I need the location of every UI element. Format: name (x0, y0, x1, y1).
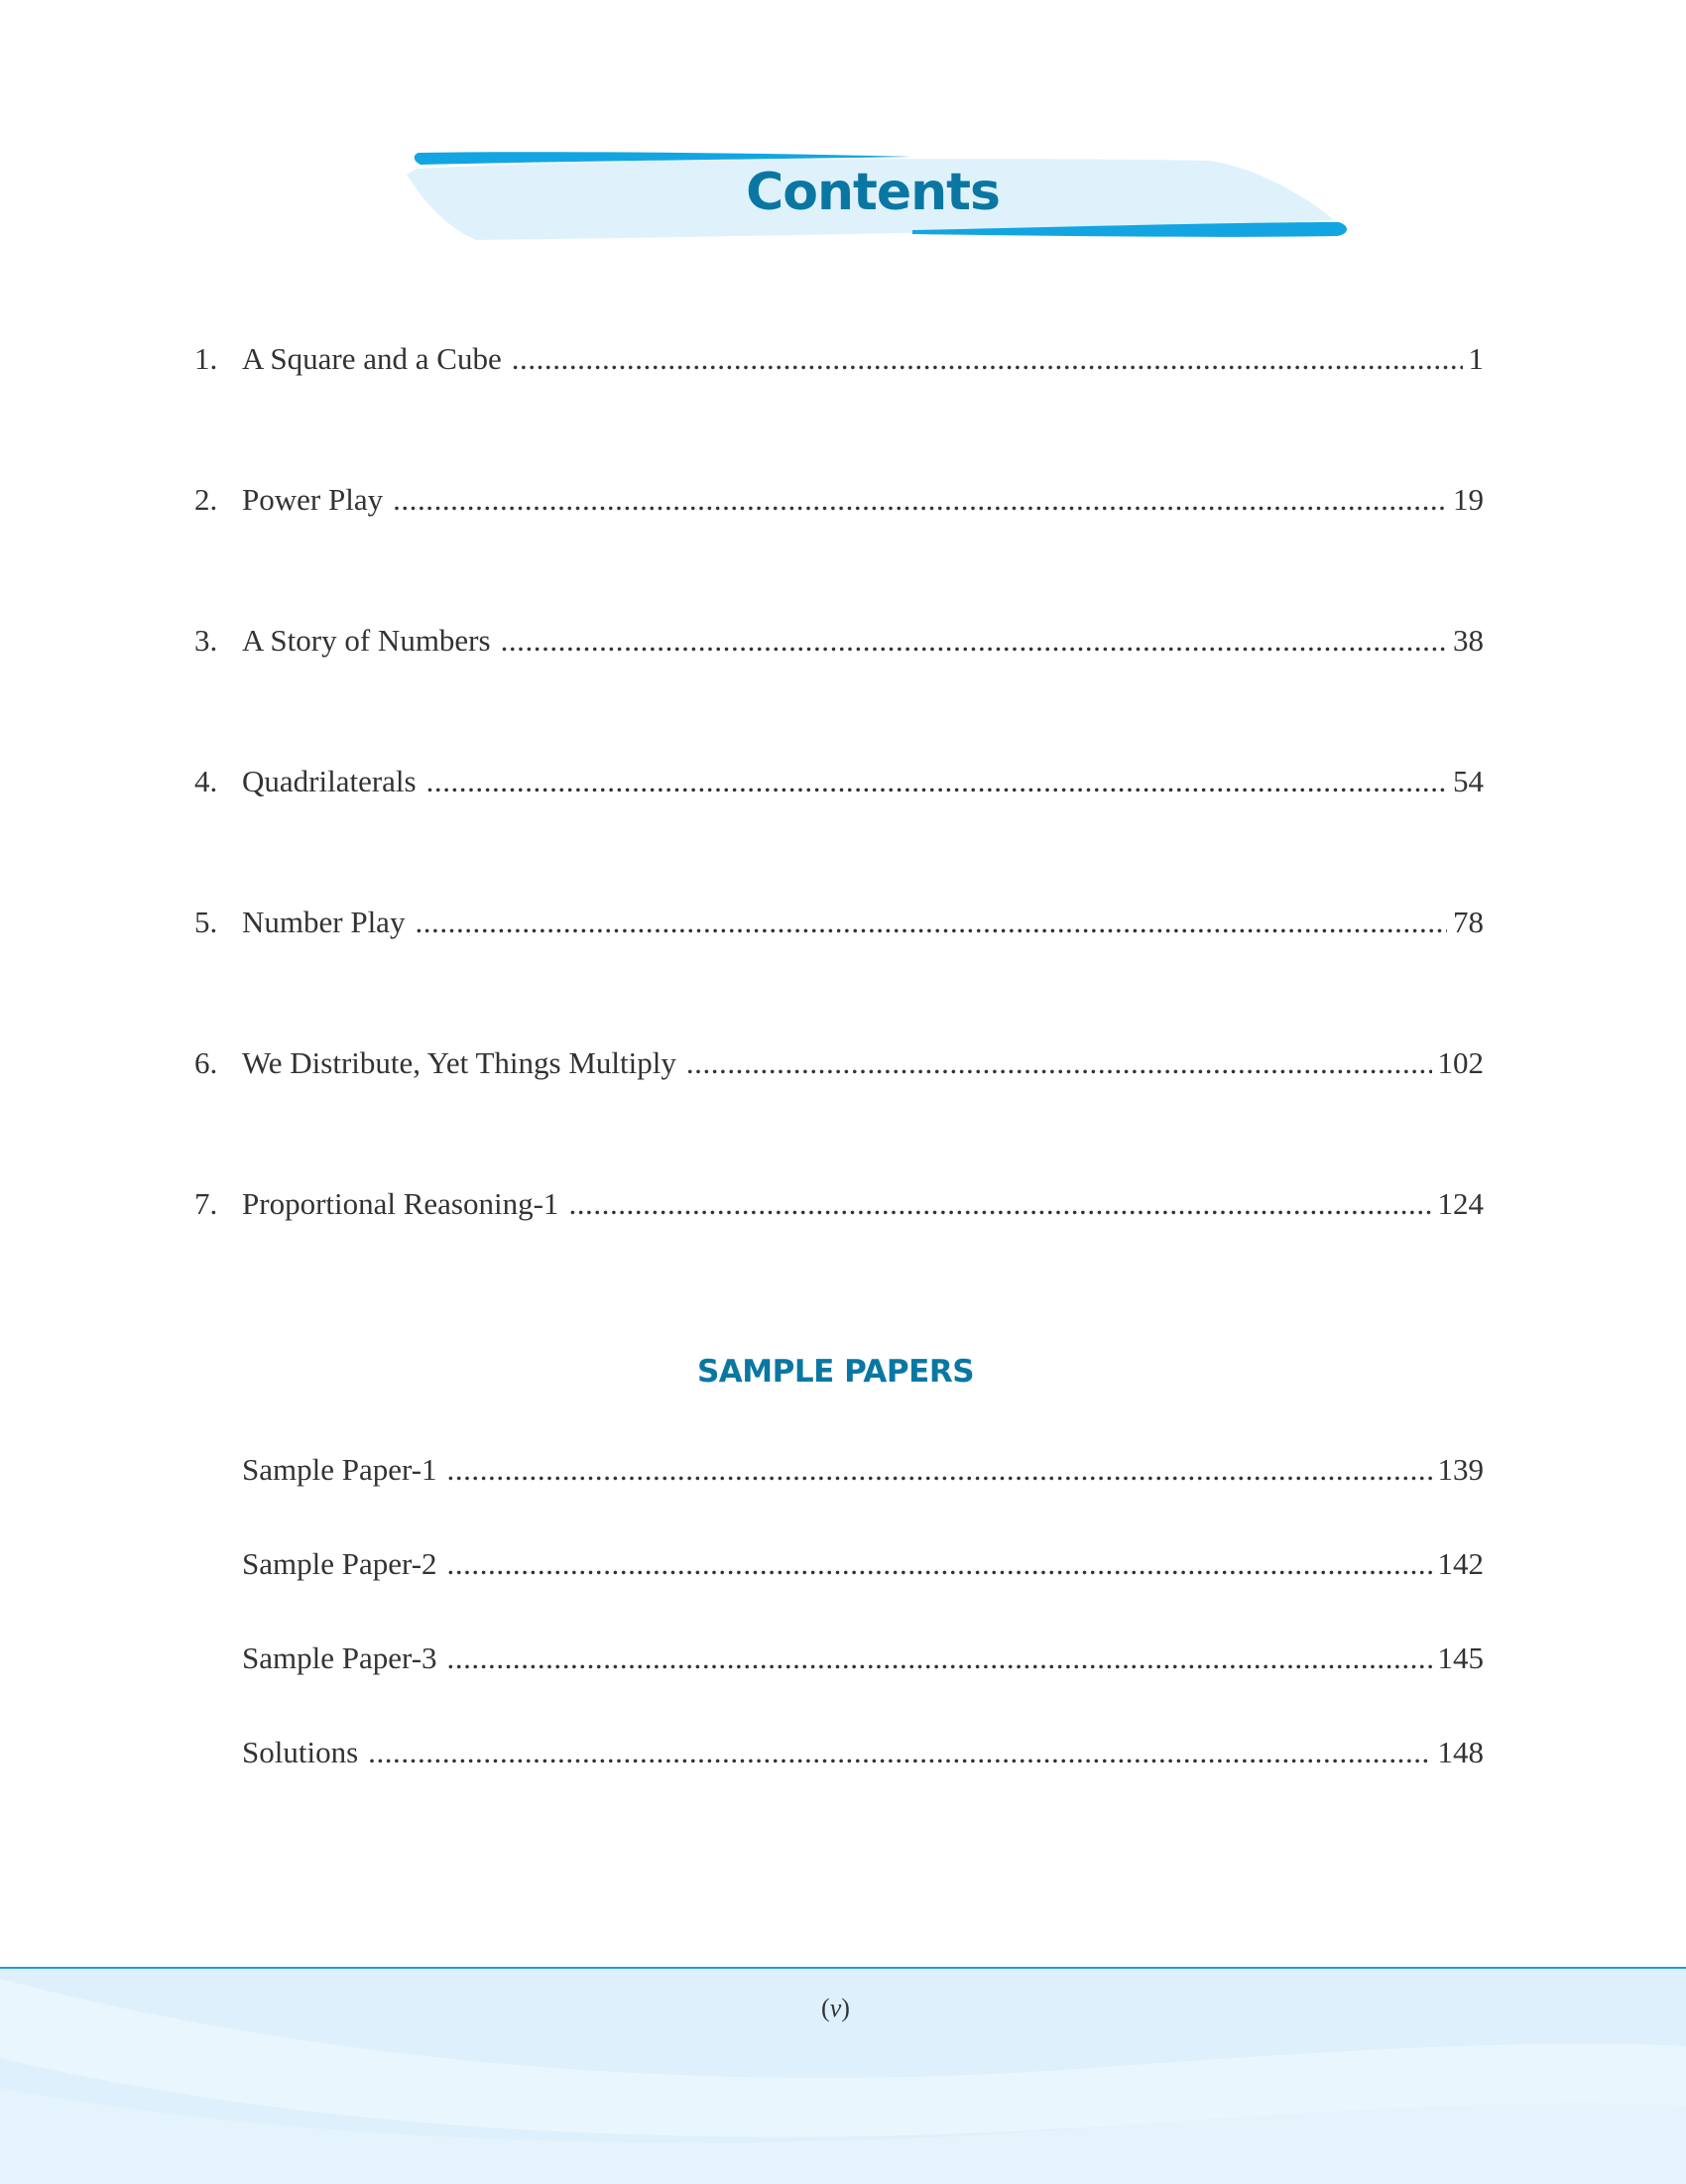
chapter-number: 7. (194, 1186, 218, 1221)
solutions-title: Solutions (242, 1735, 359, 1769)
chapter-title: A Story of Numbers (242, 623, 491, 658)
dot-leader (426, 764, 1447, 799)
toc-entry-sample-paper-3[interactable] (194, 1640, 1484, 1684)
page-number: 124 (1437, 1186, 1484, 1221)
toc-entry-chapter-1[interactable] (194, 341, 1484, 385)
dot-leader (393, 482, 1447, 518)
page-number: 19 (1453, 482, 1484, 517)
page-number: 102 (1437, 1045, 1484, 1080)
dot-leader (686, 1045, 1432, 1081)
sample-papers-heading: SAMPLE PAPERS (696, 1354, 975, 1390)
sample-paper-title: Sample Paper-1 (242, 1452, 437, 1487)
toc-entry-chapter-4[interactable] (194, 764, 1484, 807)
chapter-title: Power Play (242, 482, 384, 517)
dot-leader (368, 1735, 1431, 1770)
chapter-title: Number Play (242, 905, 406, 939)
toc-entry-chapter-3[interactable] (194, 623, 1484, 667)
folio-numeral: v (829, 1994, 842, 2022)
sample-paper-title: Sample Paper-2 (242, 1546, 437, 1581)
chapter-number: 3. (194, 623, 218, 658)
toc-entry-chapter-7[interactable] (194, 1186, 1484, 1230)
page-number: 139 (1437, 1452, 1484, 1487)
chapter-title: We Distribute, Yet Things Multiply (242, 1045, 676, 1080)
chapter-number: 1. (194, 341, 218, 376)
dot-leader (415, 905, 1447, 940)
dot-leader (568, 1186, 1431, 1222)
chapter-number: 4. (194, 764, 218, 798)
chapter-number: 6. (194, 1045, 218, 1080)
page-number: 54 (1453, 764, 1484, 798)
page-number: 38 (1453, 623, 1484, 658)
chapter-number: 2. (194, 482, 218, 517)
page-number: 148 (1437, 1735, 1484, 1769)
folio-close: ) (841, 1994, 850, 2022)
toc-entry-sample-paper-2[interactable] (194, 1546, 1484, 1590)
chapter-title: Quadrilaterals (242, 764, 417, 798)
chapter-title: A Square and a Cube (242, 341, 502, 376)
page-number: 78 (1453, 905, 1484, 939)
page-folio (0, 1994, 1671, 2023)
dot-leader (447, 1640, 1432, 1676)
toc-entry-chapter-6[interactable] (194, 1045, 1484, 1089)
toc-entry-sample-paper-1[interactable] (194, 1452, 1484, 1496)
toc-entry-chapter-2[interactable] (194, 482, 1484, 526)
page-number: 145 (1437, 1640, 1484, 1675)
page-number: 1 (1468, 341, 1484, 376)
chapter-number: 5. (194, 905, 218, 939)
page-title: Contents (746, 163, 1000, 222)
sample-paper-title: Sample Paper-3 (242, 1640, 437, 1675)
dot-leader (512, 341, 1463, 377)
toc-entry-chapter-5[interactable] (194, 905, 1484, 948)
dot-leader (447, 1452, 1432, 1488)
title-banner (397, 139, 1349, 258)
toc-entry-solutions[interactable] (194, 1735, 1484, 1778)
folio-open: ( (821, 1994, 830, 2022)
page-number: 142 (1437, 1546, 1484, 1581)
dot-leader (501, 623, 1447, 659)
chapter-title: Proportional Reasoning-1 (242, 1186, 559, 1221)
dot-leader (447, 1546, 1432, 1582)
